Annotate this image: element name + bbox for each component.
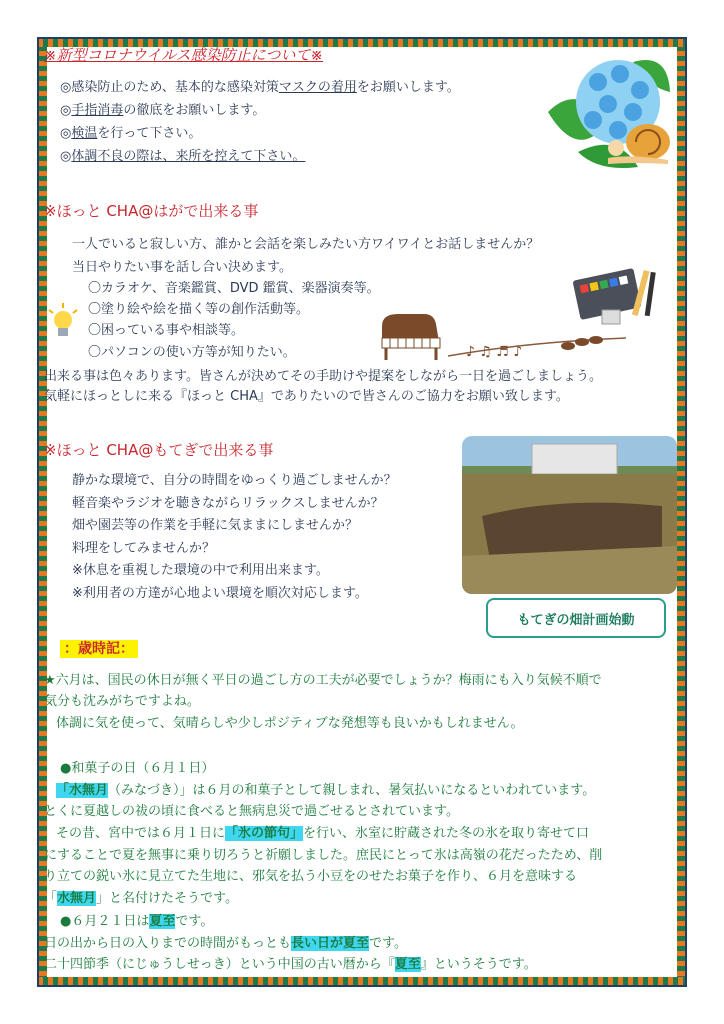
motegi-line-4: 料理をしてみませんか？ — [72, 541, 216, 556]
geshi-line-2: 日の出から日の入りまでの時間がもっとも長い日が夏至です。 — [44, 936, 407, 951]
wagashi-line-3: その昔、宮中では６月１日に「氷の節句」を行い、氷室に貯蔵された冬の氷を取り寄せて口 — [56, 826, 590, 841]
piano-music-notes-illustration — [378, 308, 628, 370]
corona-line-3: ◎検温を行って下さい。 — [60, 126, 202, 141]
motegi-line-6: ※利用者の方達が心地よい環境を順次対応します。 — [72, 586, 368, 601]
haga-title: ※ほっと CHA@はがで出来る事 — [44, 202, 259, 220]
haga-item-4: 〇パソコンの使い方等が知りたい。 — [88, 345, 296, 360]
wagashi-heading: ●和菓子の日（６月１日） — [60, 761, 215, 776]
corona-line-1: ◎感染防止のため、基本的な感染対策マスクの着用をお願いします。 — [60, 80, 460, 95]
haga-item-3: 〇困っている事や相談等。 — [88, 323, 245, 338]
motegi-title: ※ほっと CHA@もてぎで出来る事 — [44, 441, 274, 459]
saijiki-title: ：歳時記： — [60, 640, 138, 658]
haga-intro-2: 当日やりたい事を話し合い決めます。 — [72, 260, 292, 275]
haga-outro-2: 気軽にほっとしに来る『ほっと CHA』でありたいので皆さんのご協力をお願い致します。 — [44, 389, 569, 404]
wagashi-line-2: とくに夏越しの祓の頃に食べると無病息災で過ごせるとされています。 — [44, 804, 459, 819]
wagashi-line-5: り立ての鋭い氷に見立てた生地に、邪気を払う小豆をのせたお菓子を作り、６月を意味する — [44, 869, 578, 884]
saijiki-para-1a: ★六月は、国民の休日が無く平日の過ごし方の工夫が必要でしょうか？梅雨にも入り気候不順で — [44, 673, 602, 688]
motegi-line-5: ※休息を重視した環境の中で利用出来ます。 — [72, 563, 329, 578]
corona-line-4: ◎体調不良の際は、来所を控えて下さい。 — [60, 149, 306, 164]
wagashi-line-6: 「水無月」と名付けたそうです。 — [44, 891, 238, 906]
field-photo — [462, 436, 677, 594]
saijiki-para-1c: 体調に気を使って、気晴らしや少しポジティブな発想等も良いかもしれません。 — [56, 716, 524, 731]
hydrangea-snail-illustration — [538, 42, 676, 170]
corona-title: ※新型コロナウイルス感染防止について※ — [44, 46, 323, 64]
haga-item-1: 〇カラオケ、音楽鑑賞、DVD 鑑賞、楽器演奏等。 — [88, 281, 380, 296]
motegi-line-3: 畑や園芸等の作業を手軽に気ままにしませんか？ — [72, 518, 359, 533]
wagashi-line-4: にすることで夏を無事に乗り切ろうと祈願しました。庶民にとって氷は高嶺の花だったため、削 — [44, 848, 603, 863]
haga-intro-1: 一人でいると寂しい方、誰かと会話を楽しみたい方ワイワイとお話しませんか？ — [72, 237, 540, 252]
corona-line-2: ◎手指消毒の徹底をお願いします。 — [60, 103, 266, 118]
saijiki-para-1b: 気分も沈みがちですよね。 — [44, 694, 200, 709]
geshi-line-3: 二十四節季（にじゅうしせっき）という中国の古い暦から『夏至』というそうです。 — [44, 957, 537, 972]
haga-item-2: 〇塗り絵や絵を描く等の創作活動等。 — [88, 302, 310, 317]
geshi-line-1: ●６月２１日は夏至です。 — [60, 914, 214, 929]
photo-caption: もてぎの畑計画始動 — [486, 598, 666, 638]
haga-outro-1: 出来る事は色々あります。皆さんが決めてその手助けや提案をしながら一日を過ごしましょう。 — [44, 369, 602, 384]
motegi-line-1: 静かな環境で、自分の時間をゆっくり過ごしませんか？ — [72, 473, 397, 488]
svg-text:♪ ♫ ♬ ♪: ♪ ♫ ♬ ♪ — [466, 344, 523, 360]
wagashi-line-1: 「水無月（みなづき）」は６月の和菓子として親しまれ、暑気払いになるといわれています。 — [56, 783, 596, 798]
lightbulb-icon — [46, 302, 80, 340]
motegi-line-2: 軽音楽やラジオを聴きながらリラックスしませんか？ — [72, 496, 384, 511]
